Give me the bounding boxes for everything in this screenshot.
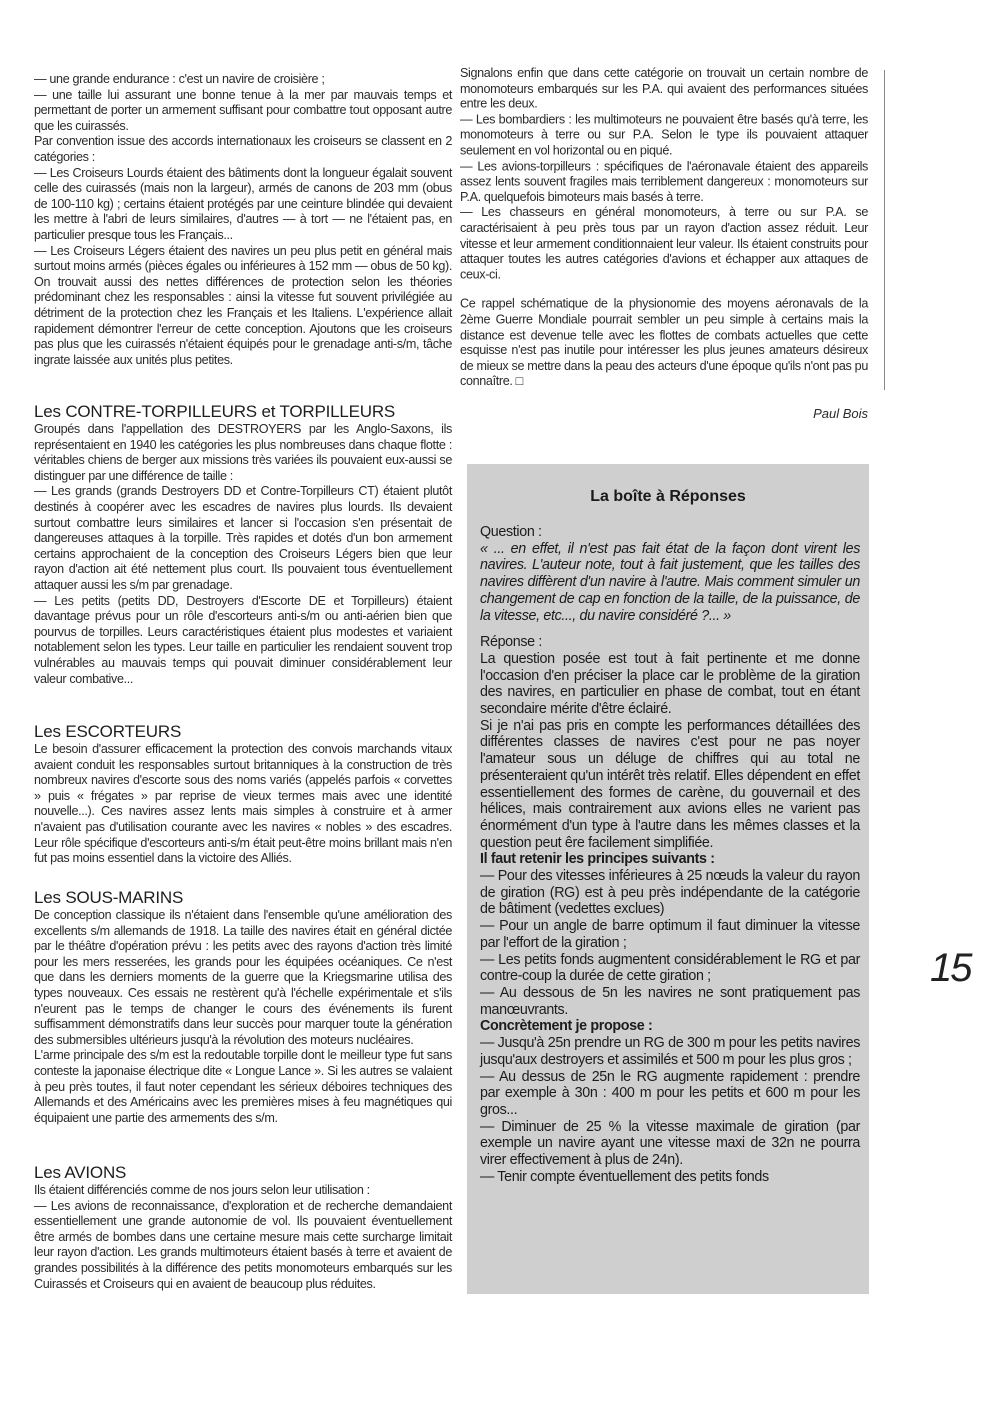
section-paragraph: Groupés dans l'appellation des DESTROYERS par les Anglo-Saxons, ils représentaient en 1940 les catégories les plus nombreuses dans chaque flotte : véritables chiens de berger aux missions très variées ils pouvaient eux-aussi se distinguer par une différence de taille : — [34, 422, 452, 483]
section-paragraph: — Les avions de reconnaissance, d'exploration et de recherche demandaient essentiellement une grande autonomie de vol. Ils pouvaient éventuellement être armés de bombes dans une certaine mesure mais cette surcharge limitait leur rayon d'action. Les grands multimoteurs étaient basés à terre et avaient de grandes possibilités à la différence des petits monomoteurs embarqués sur les Cuirassés et Croiseurs qui en avaient de beaucoup plus réduites. — [34, 1198, 452, 1291]
author-signature: Paul Bois — [813, 406, 868, 421]
answer-box-body — [480, 524, 860, 1185]
intro-paragraph: Par convention issue des accords internationaux les croiseurs se classent en 2 catégories : — [34, 134, 452, 164]
section-heading: Les ESCORTEURS — [34, 722, 182, 741]
proposal-item: — Diminuer de 25 % la vitesse maximale de giration (par exemple un navire ayant une vitesse maxi de 32n ne pourra virer effectivement à plus de 24n). — [480, 1118, 860, 1169]
right-paragraph: — Les avions-torpilleurs : spécifiques de l'aéronavale étaient des appareils assez lents souvent fragiles mais terriblement dangereux : monomoteurs sur P.A. quelquefois bimoteurs mais basés à terre. — [460, 158, 868, 204]
section-escorteurs — [34, 722, 452, 867]
section-paragraph: Ils étaient différenciés comme de nos jours selon leur utilisation : — [34, 1183, 370, 1197]
proposal-item: — Au dessus de 25n le RG augmente rapidement : prendre par exemple à 30n : 400 m pour les petits et 600 m pour les gros... — [480, 1068, 860, 1118]
question-text: « ... en effet, il n'est pas fait état de la façon dont virent les navires. L'auteur note, tout à fait justement, que les tailles des navires diffèrent d'un navire à l'autre. Mais comment simuler un changement de cap en fonction de la taille, de la puissance, de la vitesse, etc..., du navire considéré ?... » — [480, 540, 860, 624]
principle-item: — Pour des vitesses inférieures à 25 nœuds la valeur du rayon de giration (RG) est à peu près indépendante de la catégorie de bâtiment (vedettes exclues) — [480, 868, 860, 918]
section-paragraph: L'arme principale des s/m est la redoutable torpille dont le meilleur type fut sans conteste la japonaise électrique dite « Longue Lance ». Si les autres se valaient à peu près toutes, il faut noter cependant les sérieux déboires techniques des Allemands et des Américains avec les premières mises à feu magnétiques qui équipaient une partie des armements des s/m. — [34, 1048, 452, 1125]
principle-item: — Les petits fonds augmentent considérablement le RG et par contre-coup la durée de cette giration ; — [480, 951, 860, 985]
principle-item: — Pour un angle de barre optimum il faut diminuer la vitesse par l'effort de la giration ; — [480, 918, 860, 951]
answer-paragraph: Si je n'ai pas pris en compte les performances détaillées des différentes classes de navires c'est pour ne pas noyer l'amateur sous un déluge de chiffres qui au total ne présenteraient qu'un intérêt très relatif. Elles dépendent en effet essentiellement des formes de carène, du gouvernail et des hélices, mais contrairement aux avions elles ne varient pas énormément d'un type à l'autre dans les mêmes classes et la question peut êre facilement simplifiée. — [480, 717, 860, 851]
principles-heading: Il faut retenir les principes suivants : — [480, 851, 715, 868]
question-label: Question : — [480, 524, 542, 540]
intro-paragraph: — Les Croiseurs Lourds étaient des bâtiments dont la longueur égalait souvent celle des cuirassés (mais non la largeur), armés de canons de 203 mm (obus de 100-110 kg) ; certains étaient protégés par une ceinture blindée qui devaient les mettre à l'abri de leurs similaires, d'autres — à tort — ne l'étaient pas, en particulier presque tous les Français... — [34, 165, 452, 242]
answer-label: Réponse : — [480, 634, 543, 651]
section-heading: Les CONTRE-TORPILLEURS et TORPILLEURS — [34, 402, 396, 421]
section-heading: Les AVIONS — [34, 1163, 127, 1182]
answer-paragraph: La question posée est tout à fait pertinente et me donne l'occasion d'en préciser la place car le problème de la giration des navires, en particulier en phase de combat, tout en étant secondaire mérite d'être éclairé. — [480, 650, 860, 718]
left-column-intro — [34, 72, 452, 368]
section-paragraph: — Les petits (petits DD, Destroyers d'Escorte DE et Torpilleurs) étaient davantage prévus pour un rôle d'escorteurs anti-s/m ou anti-aérien bien que pourvus de torpilles. Leurs caractéristiques étaient plus modestes et variaient notablement selon les types. Leur taille en particulier les rendaient souvent trop vulnérables au mauvais temps qui pouvait diminuer considérablement leur valeur combative... — [34, 593, 452, 686]
section-paragraph: Le besoin d'assurer efficacement la protection des convois marchands vitaux avaient conduit les responsables surtout britanniques à la construction de très nombreux navires d'escorte sous des noms variés (appelés parfois « corvettes » puis « frégates » par reprise de vieux termes mais avec une identité nouvelle...). Ces navires assez lents mais simples à construire et à armer n'avaient pas d'utilisation courante avec les navires « nobles » des escadres. Leur rôle spécifique d'escorteurs anti-s/m était peut-être moins brillant mais n'en fut pas moins essentiel dans la victoire des Alliés. — [34, 742, 452, 866]
right-paragraph: — Les bombardiers : les multimoteurs ne pouvaient être basés qu'à terre, les monomoteurs à terre ou sur P.A. Selon le type ils pouvaient attaquer seulement en vol horizontal ou en piqué. — [460, 112, 868, 158]
section-contre-torpilleurs — [34, 402, 452, 687]
intro-paragraph: — une taille lui assurant une bonne tenue à la mer par mauvais temps et permettant de porter un armement suffisant pour combattre tout opposant autre que les cuirassés. — [34, 87, 452, 133]
right-paragraph: Signalons enfin que dans cette catégorie on trouvait un certain nombre de monomoteurs embarqués sur les P.A. qui avaient des performances situées entre les deux. — [460, 66, 868, 111]
proposal-item: — Jusqu'à 25n prendre un RG de 300 m pour les petits navires jusqu'aux destroyers et assimilés et 500 m pour les plus gros ; — [480, 1035, 860, 1068]
proposal-heading: Concrètement je propose : — [480, 1018, 653, 1035]
proposal-item: — Tenir compte éventuellement des petits fonds — [480, 1168, 769, 1185]
intro-paragraph: — une grande endurance : c'est un navire de croisière ; — [34, 72, 325, 86]
answer-box — [467, 464, 869, 1294]
column-rule — [884, 70, 885, 390]
principle-item: — Au dessous de 5n les navires ne sont pratiquement pas manœuvrants. — [480, 984, 860, 1018]
right-column — [460, 66, 868, 390]
section-sous-marins — [34, 888, 452, 1126]
section-heading: Les SOUS-MARINS — [34, 888, 184, 907]
right-paragraph: — Les chasseurs en général monomoteurs, à terre ou sur P.A. se caractérisaient à peu près tous par un rayon d'action assez réduit. Leur vitesse et leur armement conditionnaient leur valeur. Ils étaient construits pour attaquer toutes les autres catégories d'avions et échapper aux attaques de ceux-ci. — [460, 205, 868, 282]
answer-box-title: La boîte à Réponses — [590, 488, 746, 505]
closing-paragraph: Ce rappel schématique de la physionomie des moyens aéronavals de la 2ème Guerre Mondiale pourrait sembler un peu simple à certains mais la distance est devenue telle avec les flottes de combats actuelles que cette esquisse n'est pas inutile pour intéresser les plus jeunes amateurs désireux de mieux se mettre dans la peau des acteurs d'une époque qu'ils n'ont pas pu connaître. □ — [460, 296, 868, 389]
intro-paragraph: — Les Croiseurs Légers étaient des navires un peu plus petit en général mais surtout moins armés (pièces égales ou inférieures à 152 mm — obus de 50 kg). On trouvait aussi des nettes différences de protection selon les théories prédominant chez les responsables : ainsi la vitesse fut souvent privilégiée au détriment de la protection chez les Français et les Italiens. L'expérience allait rapidement démontrer l'erreur de cette conception. Ajoutons que les croiseurs pas plus que les cuirassés n'étaient équipés pour le grenadage anti-s/m, tâche ingrate laissée aux unités plus petites. — [34, 243, 452, 367]
section-paragraph: De conception classique ils n'étaient dans l'ensemble qu'une amélioration des excellents s/m allemands de 1918. La taille des navires était en général dictée par le théâtre d'opération prévu : les petits avec des rayons d'action très limité pour les mers resserées, les grands pour les équipées océaniques. Ce n'est que dans les derniers moments de la guerre que la Kriegsmarine utilisa des types nouveaux. Ces essais ne restèrent qu'à l'échelle expérimentale et s'ils n'eurent pas le temps de changer le cours des événements ils furent suffisamment démonstratifs dans leur succès pour marquer toute la génération des submersibles ultérieurs jusqu'à la révolution des moteurs nucléaires. — [34, 908, 452, 1047]
page-number: 15 — [930, 946, 971, 990]
section-avions — [34, 1163, 452, 1292]
section-paragraph: — Les grands (grands Destroyers DD et Contre-Torpilleurs CT) étaient plutôt destinés à coopérer avec les escadres de navires plus lourds. Ils devaient surtout combattre leurs similaires et lancer si l'occasion s'en présentait de dangereuses attaques à la torpille. Très rapides et dotés d'un bon armement certains approchaient de la conception des Croiseurs Légers bien que leur rayon d'action ait été nettement plus court. Ils pouvaient tous éventuellement attaquer aussi les s/m par grenadage. — [34, 484, 452, 592]
